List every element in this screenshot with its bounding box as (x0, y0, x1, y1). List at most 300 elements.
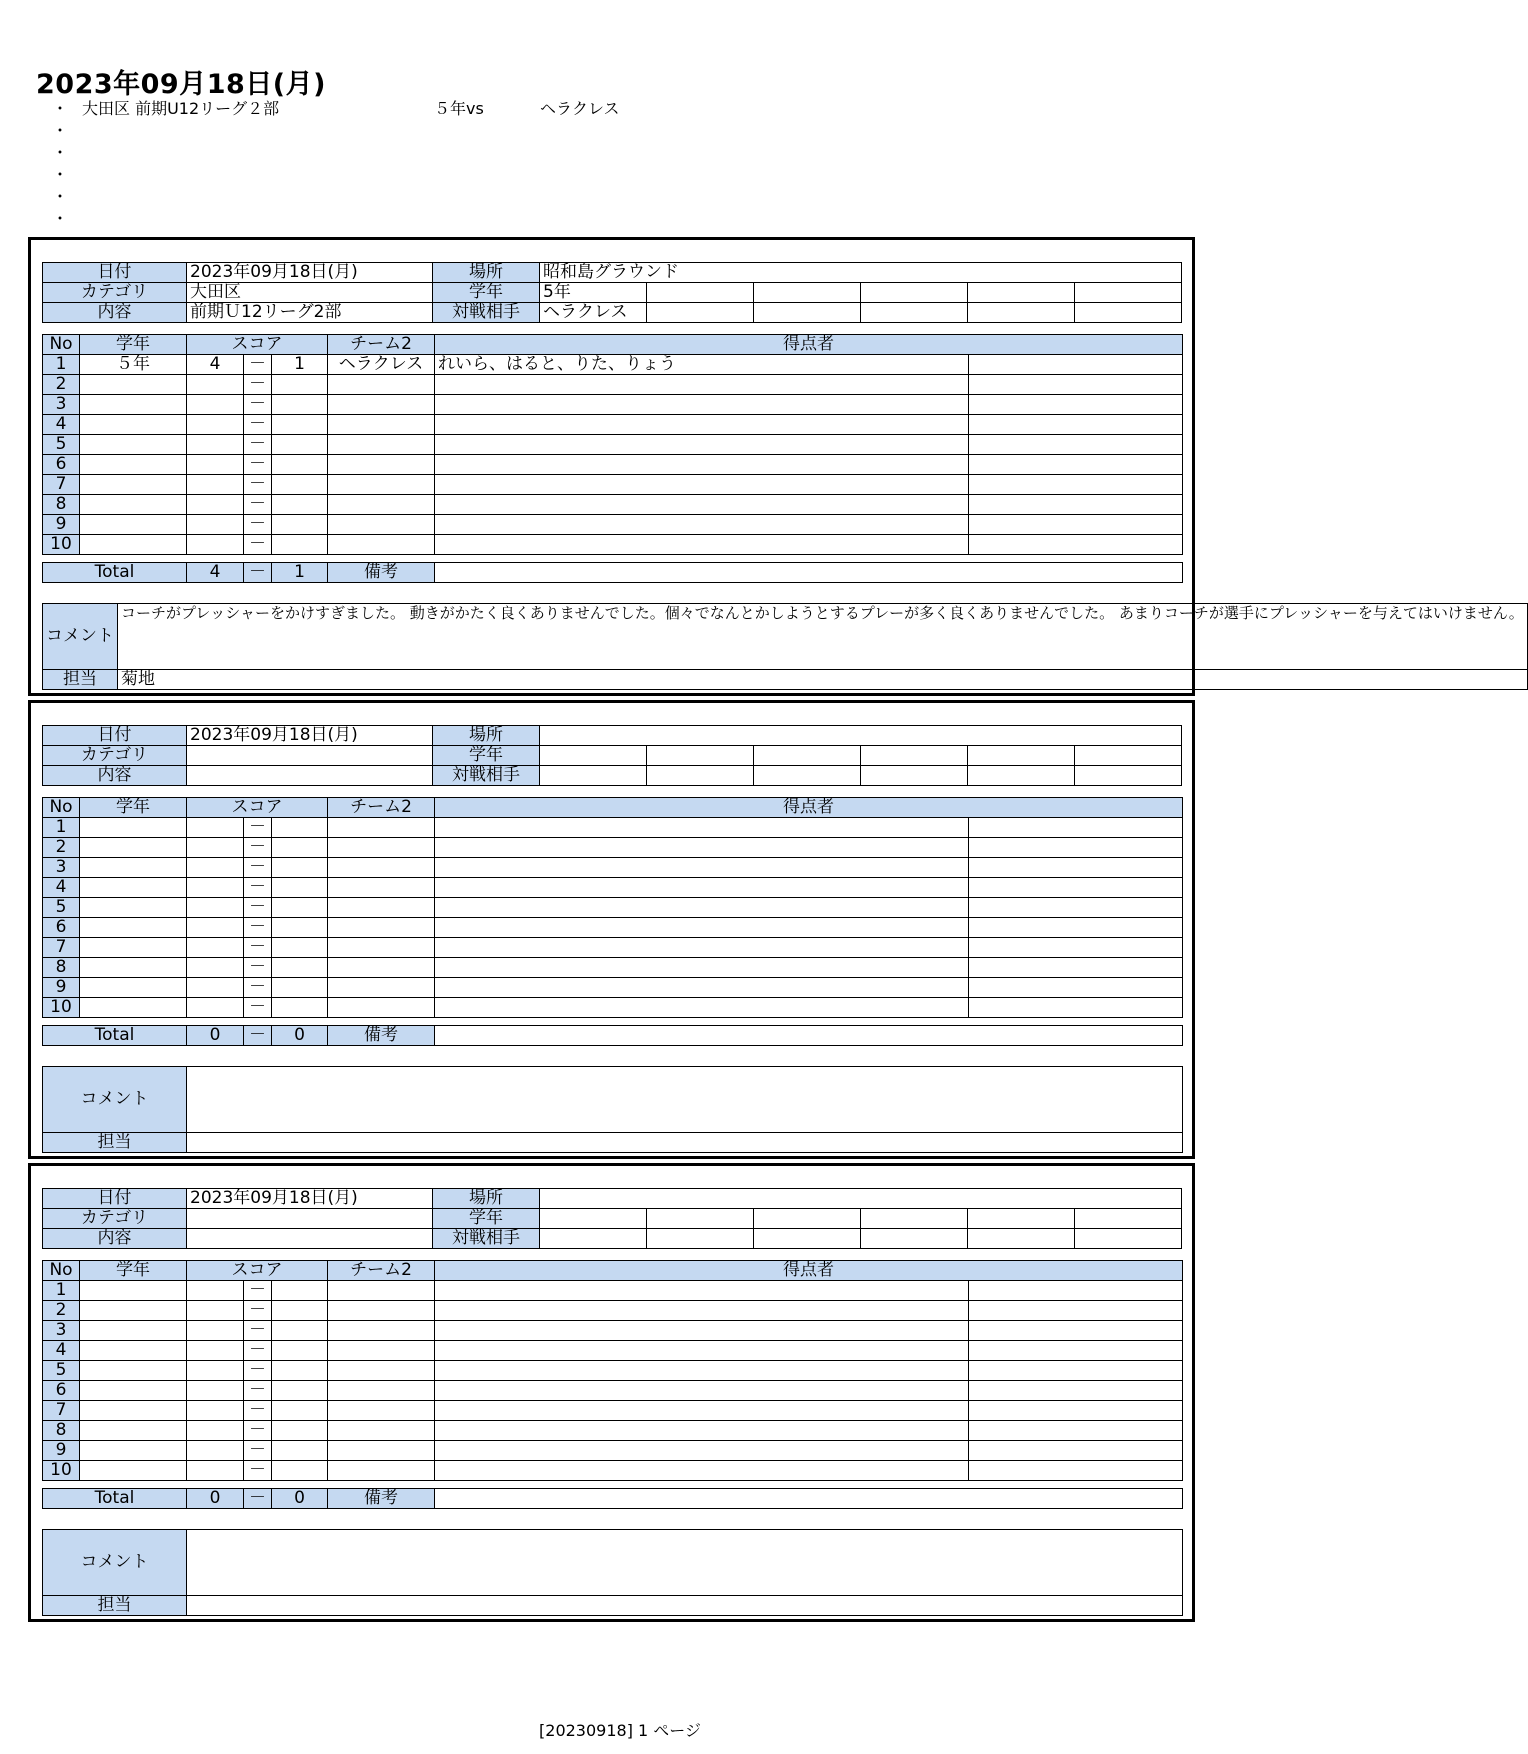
manager-label: 担当 (43, 1596, 187, 1616)
score-dash: － (244, 435, 272, 455)
row-number: 5 (43, 898, 80, 918)
row-score-home (187, 998, 244, 1018)
grade-extra (968, 1209, 1075, 1229)
row-score-away (272, 938, 328, 958)
score-dash: － (244, 978, 272, 998)
table-row (43, 858, 1183, 878)
row-score-home (187, 1461, 244, 1481)
row-score-home (187, 1381, 244, 1401)
content-label: 内容 (43, 766, 187, 786)
score-header: スコア (187, 335, 328, 355)
row-scorer (435, 495, 969, 515)
table-row (43, 535, 1183, 555)
total-label: Total (43, 1026, 187, 1046)
row-scorer-extra (969, 958, 1183, 978)
table-row (43, 415, 1183, 435)
row-team2 (328, 1301, 435, 1321)
grade-extra (968, 283, 1075, 303)
row-team2 (328, 495, 435, 515)
row-scorer (435, 958, 969, 978)
score-header: スコア (187, 798, 328, 818)
row-team2 (328, 998, 435, 1018)
row-score-away (272, 395, 328, 415)
row-number: 7 (43, 475, 80, 495)
row-scorer (435, 435, 969, 455)
place-value: 昭和島グラウンド (540, 263, 1182, 283)
scorer-header: 得点者 (435, 798, 1183, 818)
remarks-value (435, 1026, 1183, 1046)
bullet-dot: ・ (52, 99, 69, 118)
row-grade (80, 455, 187, 475)
table-row (43, 475, 1183, 495)
row-scorer (435, 1441, 969, 1461)
row-scorer-extra (969, 858, 1183, 878)
content-value: 前期Ｕ12リーグ2部 (187, 303, 433, 323)
grade-extra (647, 283, 754, 303)
row-scorer-extra (969, 1421, 1183, 1441)
row-score-home (187, 475, 244, 495)
grade-label: 学年 (433, 746, 540, 766)
row-number: 10 (43, 1461, 80, 1481)
total-away: 0 (272, 1489, 328, 1509)
opponent-extra (968, 303, 1075, 323)
category-label: カテゴリ (43, 1209, 187, 1229)
date-value: 2023年09月18日(月) (187, 1189, 433, 1209)
opponent-extra (861, 303, 968, 323)
row-scorer (435, 375, 969, 395)
row-score-away (272, 1381, 328, 1401)
row-number: 1 (43, 818, 80, 838)
row-team2 (328, 1321, 435, 1341)
score-dash: － (244, 998, 272, 1018)
total-label: Total (43, 563, 187, 583)
row-score-away (272, 535, 328, 555)
row-scorer-extra (969, 918, 1183, 938)
row-grade (80, 515, 187, 535)
row-team2 (328, 978, 435, 998)
total-home: 0 (187, 1489, 244, 1509)
table-row (43, 375, 1183, 395)
row-grade (80, 958, 187, 978)
place-label: 場所 (433, 726, 540, 746)
score-dash: － (244, 395, 272, 415)
grade-header: 学年 (80, 335, 187, 355)
place-label: 場所 (433, 263, 540, 283)
row-team2 (328, 818, 435, 838)
total-dash: － (244, 563, 272, 583)
manager-value (187, 1133, 1183, 1153)
grade-extra (1075, 746, 1182, 766)
opponent-extra (1075, 303, 1182, 323)
comment-table (42, 1529, 1183, 1616)
row-grade: ５年 (80, 355, 187, 375)
row-scorer-extra (969, 415, 1183, 435)
content-label: 内容 (43, 1229, 187, 1249)
row-scorer (435, 395, 969, 415)
table-row (43, 878, 1183, 898)
score-dash: － (244, 1421, 272, 1441)
row-grade (80, 878, 187, 898)
table-row (43, 1381, 1183, 1401)
page-title: 2023年09月18日(月) (36, 69, 326, 100)
opponent-extra (647, 303, 754, 323)
table-row (43, 1461, 1183, 1481)
row-score-home (187, 958, 244, 978)
row-score-away (272, 998, 328, 1018)
row-grade (80, 475, 187, 495)
row-scorer (435, 998, 969, 1018)
row-scorer-extra (969, 435, 1183, 455)
remarks-value (435, 1489, 1183, 1509)
row-score-home (187, 918, 244, 938)
content-value (187, 1229, 433, 1249)
no-header: No (43, 798, 80, 818)
row-scorer (435, 1361, 969, 1381)
row-team2 (328, 958, 435, 978)
row-number: 3 (43, 1321, 80, 1341)
table-row (43, 395, 1183, 415)
bullet-dot: ・ (52, 187, 69, 206)
opponent-extra (754, 766, 861, 786)
grade-value (540, 746, 647, 766)
row-score-home (187, 1421, 244, 1441)
row-score-home (187, 938, 244, 958)
score-dash: － (244, 1401, 272, 1421)
row-team2 (328, 838, 435, 858)
table-row (43, 355, 1183, 375)
score-dash: － (244, 1301, 272, 1321)
total-dash: － (244, 1026, 272, 1046)
row-score-home (187, 858, 244, 878)
score-table (42, 797, 1183, 1018)
bullet-opponent: ヘラクレス (540, 99, 620, 118)
row-team2 (328, 898, 435, 918)
row-scorer-extra (969, 818, 1183, 838)
opponent-label: 対戦相手 (433, 303, 540, 323)
row-grade (80, 838, 187, 858)
opponent-value (540, 1229, 647, 1249)
row-team2 (328, 415, 435, 435)
row-grade (80, 938, 187, 958)
row-score-away (272, 435, 328, 455)
score-dash: － (244, 838, 272, 858)
row-team2 (328, 858, 435, 878)
category-value (187, 746, 433, 766)
row-score-home (187, 515, 244, 535)
date-label: 日付 (43, 726, 187, 746)
row-team2: ヘラクレス (328, 355, 435, 375)
comment-label: コメント (43, 1530, 187, 1596)
row-scorer (435, 918, 969, 938)
place-label: 場所 (433, 1189, 540, 1209)
place-value (540, 1189, 1182, 1209)
team2-header: チーム2 (328, 798, 435, 818)
row-number: 2 (43, 375, 80, 395)
row-scorer-extra (969, 515, 1183, 535)
manager-label: 担当 (43, 1133, 187, 1153)
opponent-value (540, 766, 647, 786)
row-scorer-extra (969, 1441, 1183, 1461)
grade-label: 学年 (433, 1209, 540, 1229)
table-row (43, 958, 1183, 978)
score-dash: － (244, 355, 272, 375)
category-label: カテゴリ (43, 283, 187, 303)
total-table (42, 1025, 1183, 1046)
score-table-header (43, 1261, 1183, 1281)
team2-header: チーム2 (328, 1261, 435, 1281)
row-score-away (272, 918, 328, 938)
row-number: 7 (43, 1401, 80, 1421)
row-scorer-extra (969, 1381, 1183, 1401)
row-number: 8 (43, 958, 80, 978)
row-score-home (187, 978, 244, 998)
row-scorer (435, 415, 969, 435)
row-grade (80, 1301, 187, 1321)
opponent-extra (861, 1229, 968, 1249)
score-dash: － (244, 375, 272, 395)
row-score-away (272, 475, 328, 495)
row-number: 4 (43, 1341, 80, 1361)
row-team2 (328, 1441, 435, 1461)
row-number: 8 (43, 495, 80, 515)
row-grade (80, 858, 187, 878)
row-scorer (435, 978, 969, 998)
row-number: 8 (43, 1421, 80, 1441)
row-scorer (435, 1461, 969, 1481)
remarks-label: 備考 (328, 1026, 435, 1046)
score-dash: － (244, 938, 272, 958)
row-grade (80, 415, 187, 435)
table-row (43, 1301, 1183, 1321)
date-value: 2023年09月18日(月) (187, 263, 433, 283)
row-scorer (435, 858, 969, 878)
row-score-home (187, 495, 244, 515)
remarks-label: 備考 (328, 1489, 435, 1509)
row-scorer (435, 818, 969, 838)
grade-header: 学年 (80, 1261, 187, 1281)
score-dash: － (244, 1361, 272, 1381)
bullet-dot: ・ (52, 143, 69, 162)
comment-label: コメント (43, 604, 118, 670)
row-team2 (328, 435, 435, 455)
row-score-away (272, 1281, 328, 1301)
row-score-home (187, 375, 244, 395)
row-score-away (272, 515, 328, 535)
row-team2 (328, 395, 435, 415)
row-grade (80, 435, 187, 455)
no-header: No (43, 335, 80, 355)
row-grade (80, 375, 187, 395)
score-dash: － (244, 1341, 272, 1361)
grade-extra (1075, 1209, 1182, 1229)
table-row (43, 515, 1183, 535)
row-team2 (328, 1281, 435, 1301)
score-dash: － (244, 1281, 272, 1301)
row-score-home: 4 (187, 355, 244, 375)
row-number: 5 (43, 435, 80, 455)
grade-header: 学年 (80, 798, 187, 818)
score-dash: － (244, 535, 272, 555)
manager-value (187, 1596, 1183, 1616)
row-score-away (272, 958, 328, 978)
row-grade (80, 998, 187, 1018)
grade-extra (754, 746, 861, 766)
table-row (43, 818, 1183, 838)
opponent-value: ヘラクレス (540, 303, 647, 323)
row-score-away (272, 838, 328, 858)
match-info-table (42, 725, 1182, 786)
row-number: 4 (43, 415, 80, 435)
grade-extra (1075, 283, 1182, 303)
grade-label: 学年 (433, 283, 540, 303)
comment-text (187, 1067, 1183, 1133)
date-label: 日付 (43, 263, 187, 283)
row-scorer (435, 1281, 969, 1301)
row-score-home (187, 455, 244, 475)
category-value (187, 1209, 433, 1229)
row-score-away (272, 858, 328, 878)
opponent-label: 対戦相手 (433, 1229, 540, 1249)
score-table-header (43, 335, 1183, 355)
scorer-header: 得点者 (435, 335, 1183, 355)
table-row (43, 1421, 1183, 1441)
row-scorer-extra (969, 395, 1183, 415)
row-scorer-extra (969, 838, 1183, 858)
grade-extra (861, 1209, 968, 1229)
row-score-home (187, 878, 244, 898)
row-score-home (187, 1441, 244, 1461)
row-team2 (328, 918, 435, 938)
bullet-event: 大田区 前期U12リーグ２部 (82, 99, 280, 118)
row-team2 (328, 375, 435, 395)
score-table (42, 334, 1183, 555)
date-value: 2023年09月18日(月) (187, 726, 433, 746)
row-number: 2 (43, 838, 80, 858)
row-scorer (435, 1341, 969, 1361)
total-away: 0 (272, 1026, 328, 1046)
table-row (43, 1281, 1183, 1301)
row-scorer-extra (969, 878, 1183, 898)
match-info-table (42, 1188, 1182, 1249)
row-team2 (328, 1341, 435, 1361)
row-number: 5 (43, 1361, 80, 1381)
score-dash: － (244, 1441, 272, 1461)
team2-header: チーム2 (328, 335, 435, 355)
row-grade (80, 1461, 187, 1481)
row-scorer (435, 535, 969, 555)
score-dash: － (244, 858, 272, 878)
row-number: 2 (43, 1301, 80, 1321)
row-number: 9 (43, 1441, 80, 1461)
row-number: 9 (43, 515, 80, 535)
row-scorer (435, 475, 969, 495)
row-score-home (187, 1281, 244, 1301)
row-score-home (187, 535, 244, 555)
score-table-header (43, 798, 1183, 818)
table-row (43, 1441, 1183, 1461)
comment-table (42, 1066, 1183, 1153)
table-row (43, 938, 1183, 958)
score-dash: － (244, 495, 272, 515)
row-score-home (187, 435, 244, 455)
row-number: 6 (43, 1381, 80, 1401)
remarks-value (435, 563, 1183, 583)
row-score-away (272, 1361, 328, 1381)
score-table (42, 1260, 1183, 1481)
row-scorer-extra (969, 535, 1183, 555)
score-dash: － (244, 1461, 272, 1481)
opponent-extra (968, 1229, 1075, 1249)
match-info-table (42, 262, 1182, 323)
comment-text: コーチがプレッシャーをかけすぎました。 動きがかたく良くありませんでした。個々でなんとかしようとするプレーが多く良くありませんでした。 あまりコーチが選手にプレッシャーを与えてはいけません。 (118, 604, 1528, 670)
row-scorer (435, 455, 969, 475)
table-row (43, 898, 1183, 918)
score-dash: － (244, 1321, 272, 1341)
opponent-extra (754, 303, 861, 323)
row-score-away (272, 878, 328, 898)
total-away: 1 (272, 563, 328, 583)
table-row (43, 1361, 1183, 1381)
row-scorer (435, 1421, 969, 1441)
row-scorer-extra (969, 495, 1183, 515)
manager-value: 菊地 (118, 670, 1528, 690)
grade-extra (754, 283, 861, 303)
row-team2 (328, 535, 435, 555)
row-scorer (435, 1301, 969, 1321)
grade-extra (647, 1209, 754, 1229)
grade-value: 5年 (540, 283, 647, 303)
row-score-away (272, 1461, 328, 1481)
row-score-away (272, 375, 328, 395)
total-dash: － (244, 1489, 272, 1509)
row-team2 (328, 1361, 435, 1381)
bullet-grade: ５年vs (434, 99, 484, 118)
content-label: 内容 (43, 303, 187, 323)
row-score-away (272, 818, 328, 838)
row-number: 3 (43, 395, 80, 415)
row-scorer-extra (969, 355, 1183, 375)
row-number: 1 (43, 1281, 80, 1301)
row-scorer-extra (969, 1361, 1183, 1381)
row-scorer (435, 1401, 969, 1421)
opponent-extra (754, 1229, 861, 1249)
bullet-dot: ・ (52, 209, 69, 228)
category-label: カテゴリ (43, 746, 187, 766)
row-score-home (187, 1321, 244, 1341)
row-grade (80, 1361, 187, 1381)
row-scorer: れいら、はると、りた、りょう (435, 355, 969, 375)
no-header: No (43, 1261, 80, 1281)
row-scorer (435, 1321, 969, 1341)
row-grade (80, 918, 187, 938)
total-table (42, 562, 1183, 583)
row-team2 (328, 1381, 435, 1401)
table-row (43, 918, 1183, 938)
match-record-section (28, 700, 1195, 1159)
row-number: 7 (43, 938, 80, 958)
scorer-header: 得点者 (435, 1261, 1183, 1281)
remarks-label: 備考 (328, 563, 435, 583)
opponent-extra (1075, 1229, 1182, 1249)
table-row (43, 998, 1183, 1018)
row-team2 (328, 515, 435, 535)
row-score-home (187, 1361, 244, 1381)
row-scorer-extra (969, 1341, 1183, 1361)
grade-extra (968, 746, 1075, 766)
row-grade (80, 978, 187, 998)
row-score-home (187, 818, 244, 838)
row-number: 10 (43, 535, 80, 555)
